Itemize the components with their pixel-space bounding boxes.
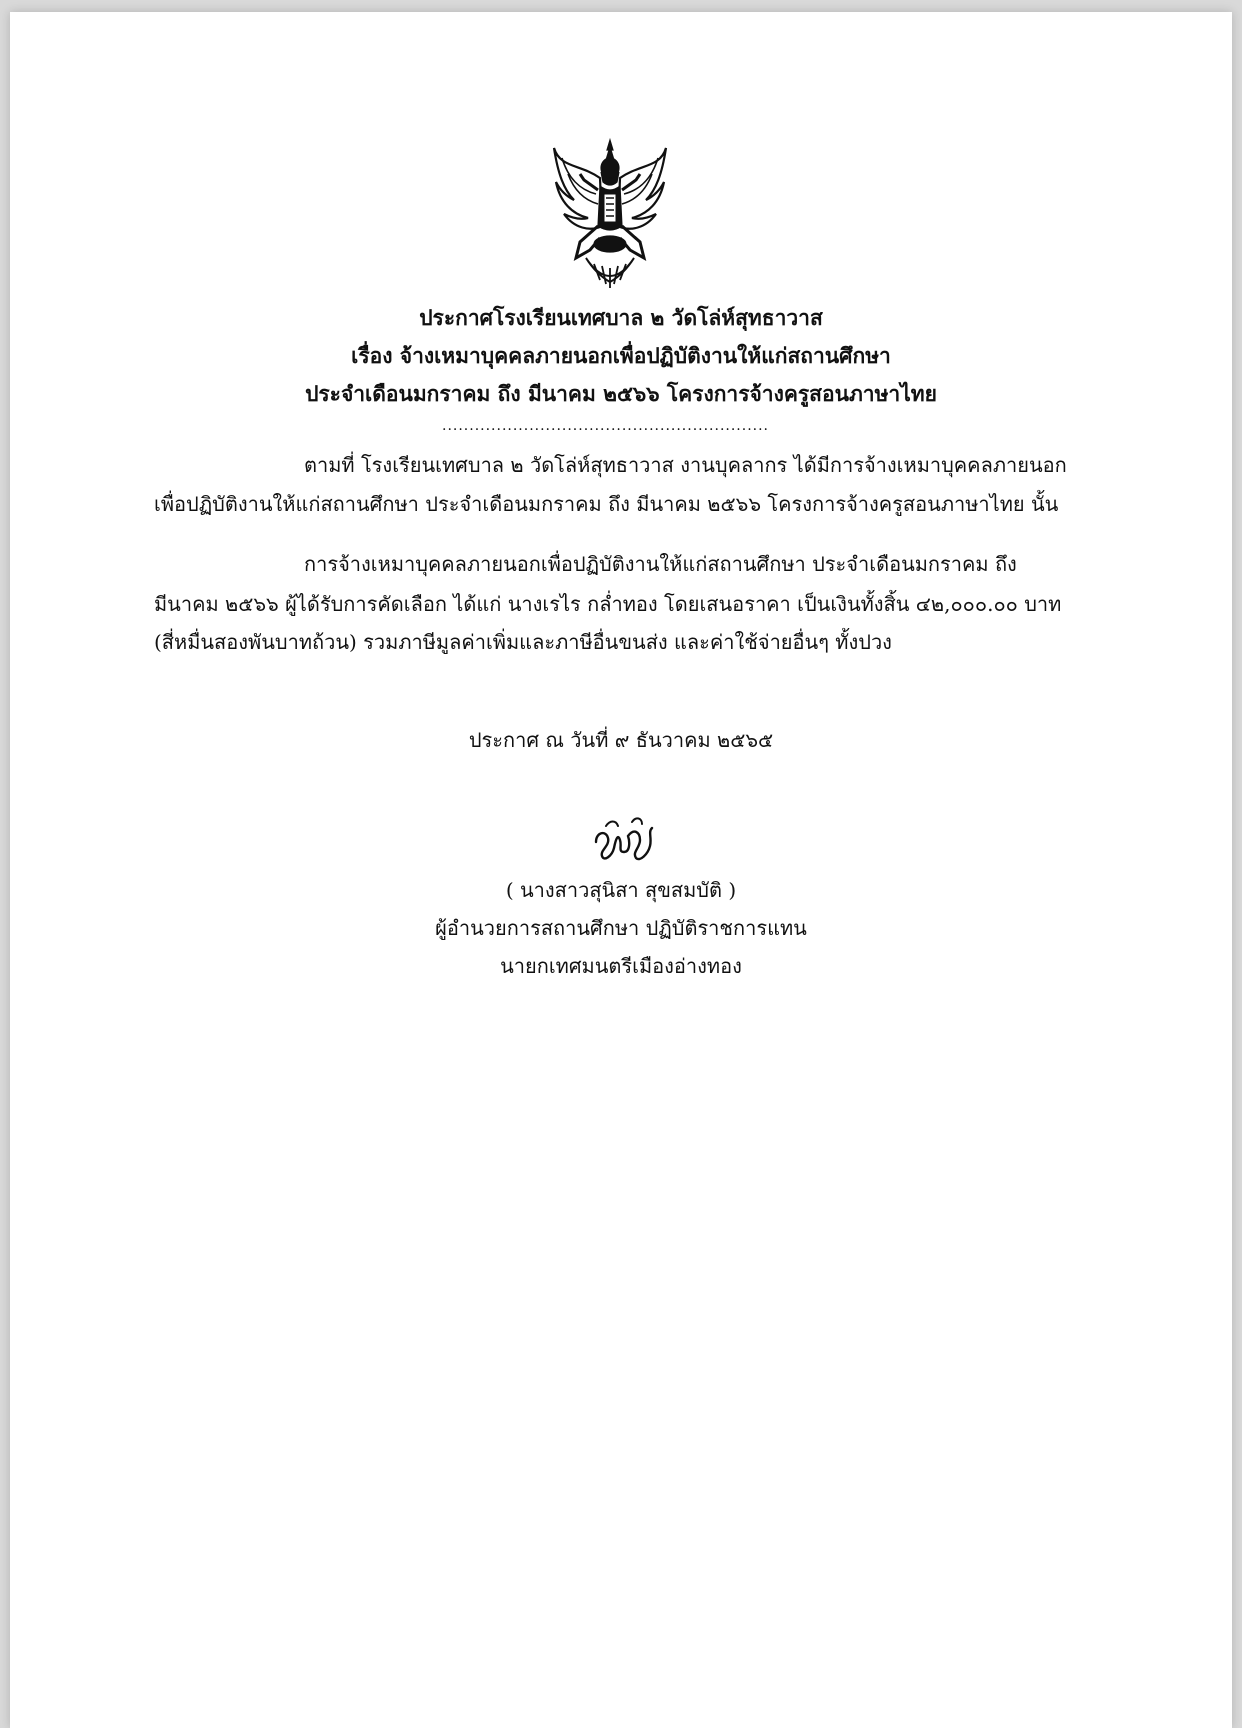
handwritten-signature-icon bbox=[588, 812, 660, 864]
paragraph-2-line-3: (สี่หมื่นสองพันบาทถ้วน) รวมภาษีมูลค่าเพิ่มและภาษีอื่นขนส่ง และค่าใช้จ่ายอื่นๆ ทั้งปวง bbox=[154, 630, 892, 654]
document-page bbox=[10, 12, 1232, 1728]
heading-line-2: เรื่อง จ้างเหมาบุคคลภายนอกเพื่อปฏิบัติงานให้แก่สถานศึกษา bbox=[351, 343, 891, 368]
paragraph-2-line-2: มีนาคม ๒๕๖๖ ผู้ได้รับการคัดเลือก ได้แก่ นางเรไร กล่ำทอง โดยเสนอราคา เป็นเงินทั้งสิ้น ๔๒,๐๐๐.๐๐ บาท bbox=[154, 592, 1062, 616]
heading-line-1: ประกาศโรงเรียนเทศบาล ๒ วัดโล่ห์สุทธาวาส bbox=[419, 305, 823, 330]
signatory-position-1: ผู้อำนวยการสถานศึกษา ปฏิบัติราชการแทน bbox=[435, 916, 807, 940]
signatory-name: ( นางสาวสุนิสา สุขสมบัติ ) bbox=[505, 878, 737, 902]
heading-line-3: ประจำเดือนมกราคม ถึง มีนาคม ๒๕๖๖ โครงการจ้างครูสอนภาษาไทย bbox=[305, 381, 937, 406]
paragraph-1-line-2: เพื่อปฏิบัติงานให้แก่สถานศึกษา ประจำเดือนมกราคม ถึง มีนาคม ๒๕๖๖ โครงการจ้างครูสอนภาษาไทย นั้น bbox=[154, 492, 1059, 516]
signatory-position-2: นายกเทศมนตรีเมืองอ่างทอง bbox=[500, 954, 742, 978]
separator-dots: ............................................................ bbox=[442, 418, 770, 434]
paragraph-1-line-1: ตามที่ โรงเรียนเทศบาล ๒ วัดโล่ห์สุทธาวาส งานบุคลากร ได้มีการจ้างเหมาบุคคลภายนอก bbox=[304, 453, 1067, 477]
paragraph-2-line-1: การจ้างเหมาบุคคลภายนอกเพื่อปฏิบัติงานให้แก่สถานศึกษา ประจำเดือนมกราคม ถึง bbox=[304, 552, 1017, 576]
garuda-emblem-icon bbox=[550, 134, 670, 294]
announcement-date: ประกาศ ณ วันที่ ๙ ธันวาคม ๒๕๖๕ bbox=[468, 728, 774, 752]
